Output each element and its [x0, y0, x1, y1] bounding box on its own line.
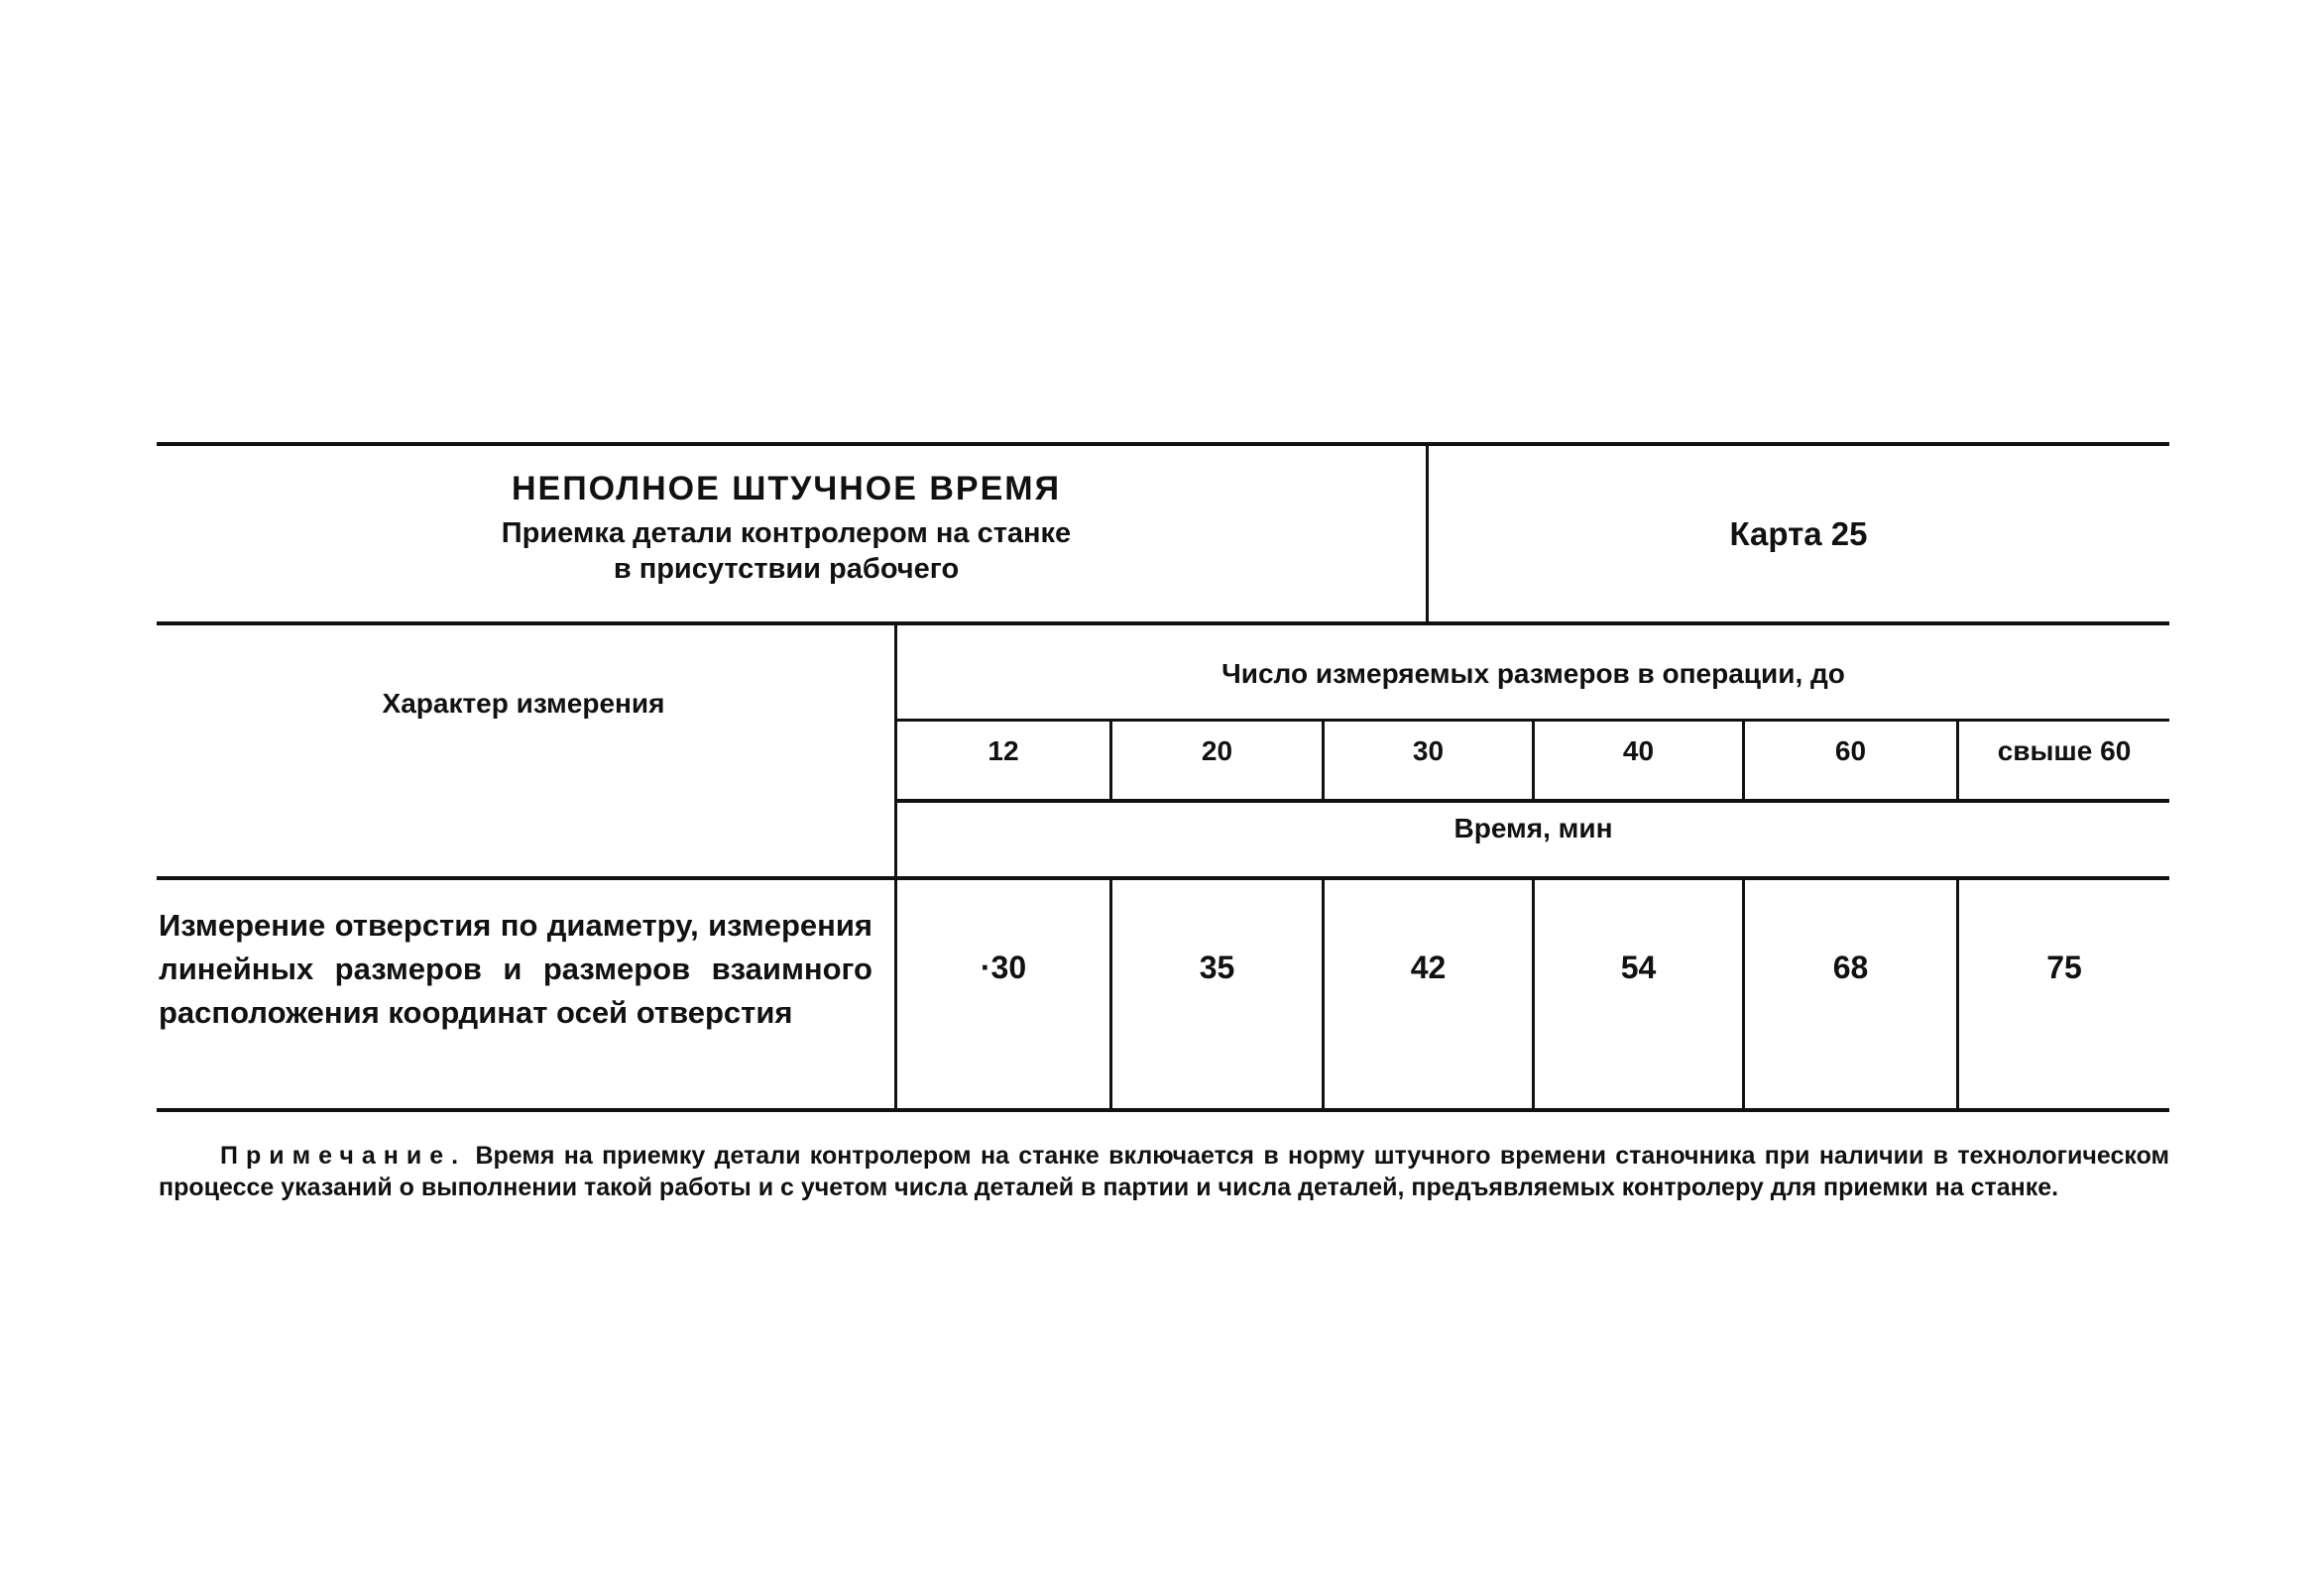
document-subtitle-line-2: в присутствии рабочего: [613, 553, 960, 585]
column-header-60: 60: [1834, 735, 1867, 766]
column-header-12: 12: [988, 735, 1019, 766]
note-text: Время на приемку детали контролером на станке включается в норму штучного времени станочника при наличии в технологическом процессе указаний о выполнении такой работы и с учетом числа деталей в партии и числа деталей, предъявляемых контролеру для приемки на станке.: [159, 1142, 2170, 1201]
row-divider-3: [1532, 878, 1535, 1110]
column-header-20: 20: [1201, 735, 1233, 766]
column-header-bottom-rule: [157, 876, 2169, 880]
label-column-divider: [894, 623, 897, 1110]
value-cell-12: ·30: [980, 950, 1027, 985]
table-top-rule: [157, 442, 2169, 446]
row-divider-2: [1322, 878, 1325, 1110]
row-divider-1: [1109, 878, 1112, 1110]
row-label-measurement: Измерение отверстия по диаметру, измерения линейных размеров и размеров взаимного расположения координат осей отверстия: [159, 908, 872, 1030]
card-number: Карта 25: [1729, 515, 1868, 552]
value-cell-20: 35: [1199, 950, 1235, 985]
note-paragraph: [159, 1140, 2169, 1203]
value-cell-60: 68: [1832, 950, 1869, 985]
document-title: НЕПОЛНОЕ ШТУЧНОЕ ВРЕМЯ: [511, 470, 1062, 507]
document-subtitle-line-1: Приемка детали контролером на станке: [501, 517, 1072, 549]
header-bottom-rule: [157, 621, 2169, 625]
column-header-40: 40: [1622, 735, 1655, 766]
table-bottom-rule: [157, 1108, 2169, 1112]
row-divider-5: [1956, 878, 1959, 1110]
column-header-30: 30: [1412, 735, 1445, 766]
note-label: Примечание.: [220, 1142, 467, 1170]
value-cell-40: 54: [1620, 950, 1657, 985]
row-divider-4: [1742, 878, 1745, 1110]
measure-type-header: Характер измерения: [382, 688, 665, 719]
column-header-over-60: свыше 60: [1997, 735, 2132, 766]
value-cell-30: 42: [1410, 950, 1447, 985]
dimension-count-header: Число измеряемых размеров в операции, до: [1221, 658, 1845, 689]
value-cell-over-60: 75: [2046, 950, 2082, 985]
time-unit-header: Время, мин: [1453, 813, 1613, 843]
